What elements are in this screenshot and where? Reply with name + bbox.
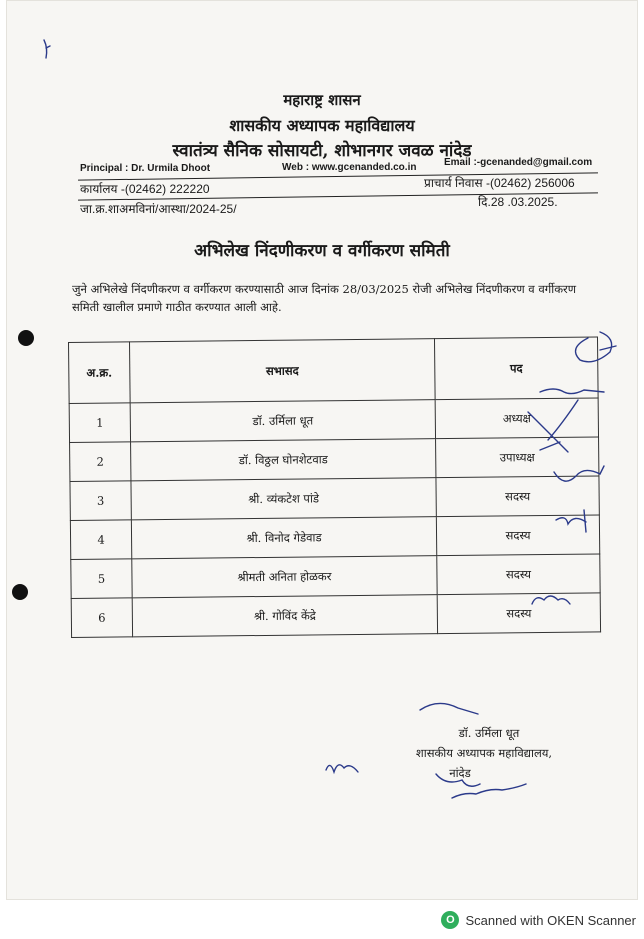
row-member: श्री. गोविंद केंद्रे — [132, 595, 437, 637]
punch-hole-bottom — [12, 584, 28, 600]
row-post: सदस्य — [437, 593, 600, 634]
row-post: उपाध्यक्ष — [436, 437, 599, 478]
row-post: सदस्य — [437, 554, 600, 595]
table-row — [69, 398, 598, 443]
committee-table — [68, 336, 601, 638]
signatory-name: डॉ. उर्मिला धूत — [458, 726, 520, 740]
table-row — [71, 593, 600, 638]
row-member: श्रीमती अनिता होळकर — [132, 556, 437, 598]
row-serial: 1 — [69, 403, 130, 443]
signatory-institution: शासकीय अध्यापक महाविद्यालय, — [415, 746, 553, 760]
scanner-watermark — [441, 911, 636, 929]
reference-number: जा.क्र.शाअमविनां/आस्था/2024-25/ — [80, 202, 237, 216]
row-serial: 6 — [71, 598, 132, 638]
email: Email :-gcenanded@gmail.com — [444, 157, 593, 168]
table-header-row — [69, 337, 599, 404]
website: Web : www.gcenanded.co.in — [282, 162, 417, 173]
office-phone: कार्यालय -(02462) 222220 — [80, 182, 210, 196]
table-row — [70, 476, 599, 521]
oken-scanner-logo-icon: O — [441, 911, 459, 929]
table-row — [70, 437, 599, 482]
scanner-label: Scanned with OKEN Scanner — [465, 912, 636, 928]
row-post: अध्यक्ष — [435, 398, 598, 439]
header-college-name: शासकीय अध्यापक महाविद्यालय — [229, 116, 415, 135]
row-serial: 5 — [71, 559, 132, 599]
body-paragraph: जुने अभिलेखे निंदणीकरण व वर्गीकरण करण्यासाठी आज दिनांक 28/03/2025 रोजी अभिलेख निंदणीकरण व वर्गीकरण समिती खालील प्रमाणे गाठीत करण्यात आली आहे. — [72, 282, 577, 314]
table-row — [70, 515, 599, 560]
row-member: श्री. व्यंकटेश पांडे — [131, 478, 436, 520]
header-post: पद — [434, 337, 598, 400]
row-serial: 4 — [70, 520, 131, 560]
signatory-city: नांदेड — [449, 766, 471, 780]
residence-phone: प्राचार्य निवास -(02462) 256006 — [424, 176, 575, 190]
row-serial: 2 — [70, 442, 131, 482]
row-member: डॉ. विठ्ठल घोनशेटवाड — [131, 439, 436, 481]
row-member: डॉ. उर्मिला धूत — [130, 400, 435, 442]
header-address: स्वातंत्र्य सैनिक सोसायटी, शोभानगर जवळ नांदेड — [172, 141, 472, 161]
header-serial: अ.क्र. — [69, 342, 131, 404]
principal-name: Principal : Dr. Urmila Dhoot — [80, 163, 211, 174]
document-title: अभिलेख निंदणीकरण व वर्गीकरण समिती — [194, 241, 450, 261]
table-row — [71, 554, 600, 599]
punch-hole-top — [18, 330, 34, 346]
row-member: श्री. विनोद गेडेवाड — [131, 517, 436, 559]
header-government: महाराष्ट्र शासन — [283, 91, 361, 109]
row-post: सदस्य — [436, 476, 599, 517]
document-date: दि.28 .03.2025. — [478, 195, 558, 209]
row-post: सदस्य — [436, 515, 599, 556]
row-serial: 3 — [70, 481, 131, 521]
header-member: सभासद — [130, 339, 436, 403]
